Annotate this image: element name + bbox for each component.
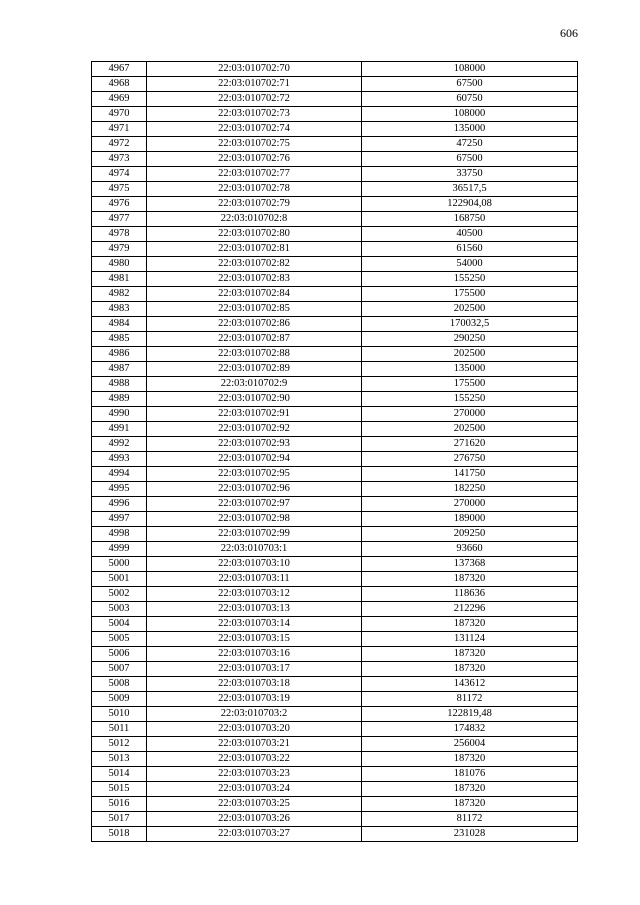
table-row	[92, 392, 578, 407]
row-number-cell: 4975	[92, 182, 147, 197]
cadastral-number-cell: 22:03:010702:73	[147, 107, 362, 122]
row-number-cell: 5007	[92, 662, 147, 677]
row-number-cell: 4992	[92, 437, 147, 452]
value-cell: 256004	[362, 737, 578, 752]
cadastral-number-cell: 22:03:010703:16	[147, 647, 362, 662]
value-cell: 202500	[362, 347, 578, 362]
row-number-cell: 4971	[92, 122, 147, 137]
table-row	[92, 692, 578, 707]
table-row	[92, 587, 578, 602]
table-row	[92, 437, 578, 452]
table-row	[92, 827, 578, 842]
row-number-cell: 4993	[92, 452, 147, 467]
cadastral-number-cell: 22:03:010702:9	[147, 377, 362, 392]
cadastral-number-cell: 22:03:010702:71	[147, 77, 362, 92]
row-number-cell: 4998	[92, 527, 147, 542]
cadastral-number-cell: 22:03:010702:94	[147, 452, 362, 467]
value-cell: 182250	[362, 482, 578, 497]
value-cell: 93660	[362, 542, 578, 557]
table-row	[92, 662, 578, 677]
row-number-cell: 4968	[92, 77, 147, 92]
row-number-cell: 4969	[92, 92, 147, 107]
value-cell: 187320	[362, 752, 578, 767]
row-number-cell: 4989	[92, 392, 147, 407]
value-cell: 175500	[362, 377, 578, 392]
row-number-cell: 4996	[92, 497, 147, 512]
value-cell: 40500	[362, 227, 578, 242]
cadastral-number-cell: 22:03:010702:72	[147, 92, 362, 107]
table-row	[92, 197, 578, 212]
cadastral-number-cell: 22:03:010702:84	[147, 287, 362, 302]
value-cell: 122819,48	[362, 707, 578, 722]
table-row	[92, 257, 578, 272]
table-row	[92, 812, 578, 827]
row-number-cell: 4979	[92, 242, 147, 257]
row-number-cell: 4994	[92, 467, 147, 482]
row-number-cell: 5015	[92, 782, 147, 797]
value-cell: 60750	[362, 92, 578, 107]
cadastral-number-cell: 22:03:010703:18	[147, 677, 362, 692]
cadastral-number-cell: 22:03:010703:15	[147, 632, 362, 647]
row-number-cell: 4978	[92, 227, 147, 242]
value-cell: 209250	[362, 527, 578, 542]
table-row	[92, 272, 578, 287]
table-row	[92, 452, 578, 467]
value-cell: 47250	[362, 137, 578, 152]
row-number-cell: 4987	[92, 362, 147, 377]
row-number-cell: 4974	[92, 167, 147, 182]
value-cell: 155250	[362, 272, 578, 287]
row-number-cell: 4991	[92, 422, 147, 437]
value-cell: 118636	[362, 587, 578, 602]
table-row	[92, 77, 578, 92]
table-row	[92, 647, 578, 662]
row-number-cell: 4973	[92, 152, 147, 167]
row-number-cell: 4983	[92, 302, 147, 317]
table-row	[92, 467, 578, 482]
table-row	[92, 677, 578, 692]
cadastral-number-cell: 22:03:010703:26	[147, 812, 362, 827]
value-cell: 290250	[362, 332, 578, 347]
table-row	[92, 527, 578, 542]
cadastral-number-cell: 22:03:010703:27	[147, 827, 362, 842]
table-row	[92, 767, 578, 782]
value-cell: 187320	[362, 572, 578, 587]
cadastral-number-cell: 22:03:010702:85	[147, 302, 362, 317]
row-number-cell: 4976	[92, 197, 147, 212]
cadastral-number-cell: 22:03:010702:89	[147, 362, 362, 377]
cadastral-number-cell: 22:03:010702:98	[147, 512, 362, 527]
value-cell: 108000	[362, 62, 578, 77]
value-cell: 175500	[362, 287, 578, 302]
row-number-cell: 5018	[92, 827, 147, 842]
cadastral-number-cell: 22:03:010703:13	[147, 602, 362, 617]
row-number-cell: 4967	[92, 62, 147, 77]
row-number-cell: 4977	[92, 212, 147, 227]
value-cell: 141750	[362, 467, 578, 482]
value-cell: 135000	[362, 362, 578, 377]
value-cell: 170032,5	[362, 317, 578, 332]
table-row	[92, 497, 578, 512]
value-cell: 143612	[362, 677, 578, 692]
table-row	[92, 482, 578, 497]
value-cell: 181076	[362, 767, 578, 782]
cadastral-number-cell: 22:03:010703:21	[147, 737, 362, 752]
value-cell: 33750	[362, 167, 578, 182]
table-row	[92, 737, 578, 752]
value-cell: 270000	[362, 497, 578, 512]
row-number-cell: 4997	[92, 512, 147, 527]
row-number-cell: 5010	[92, 707, 147, 722]
row-number-cell: 5004	[92, 617, 147, 632]
table-row	[92, 107, 578, 122]
table-row	[92, 62, 578, 77]
table-row	[92, 317, 578, 332]
table-row	[92, 152, 578, 167]
value-cell: 81172	[362, 812, 578, 827]
table-row	[92, 572, 578, 587]
cadastral-number-cell: 22:03:010703:24	[147, 782, 362, 797]
row-number-cell: 5002	[92, 587, 147, 602]
value-cell: 36517,5	[362, 182, 578, 197]
value-cell: 231028	[362, 827, 578, 842]
row-number-cell: 4999	[92, 542, 147, 557]
cadastral-number-cell: 22:03:010703:11	[147, 572, 362, 587]
row-number-cell: 5013	[92, 752, 147, 767]
table-row	[92, 422, 578, 437]
table-row	[92, 602, 578, 617]
row-number-cell: 4985	[92, 332, 147, 347]
value-cell: 81172	[362, 692, 578, 707]
cadastral-number-cell: 22:03:010703:25	[147, 797, 362, 812]
row-number-cell: 5008	[92, 677, 147, 692]
cadastral-number-cell: 22:03:010703:17	[147, 662, 362, 677]
row-number-cell: 4970	[92, 107, 147, 122]
table-row	[92, 782, 578, 797]
value-cell: 212296	[362, 602, 578, 617]
table-row	[92, 347, 578, 362]
cadastral-number-cell: 22:03:010702:93	[147, 437, 362, 452]
table-row	[92, 752, 578, 767]
table-row	[92, 542, 578, 557]
row-number-cell: 5011	[92, 722, 147, 737]
value-cell: 270000	[362, 407, 578, 422]
cadastral-number-cell: 22:03:010703:12	[147, 587, 362, 602]
value-cell: 155250	[362, 392, 578, 407]
cadastral-number-cell: 22:03:010702:83	[147, 272, 362, 287]
table-row	[92, 182, 578, 197]
cadastral-number-cell: 22:03:010703:10	[147, 557, 362, 572]
value-cell: 67500	[362, 152, 578, 167]
cadastral-number-cell: 22:03:010702:86	[147, 317, 362, 332]
cadastral-number-cell: 22:03:010702:74	[147, 122, 362, 137]
cadastral-number-cell: 22:03:010702:77	[147, 167, 362, 182]
row-number-cell: 4984	[92, 317, 147, 332]
value-cell: 122904,08	[362, 197, 578, 212]
table-row	[92, 722, 578, 737]
table-row	[92, 122, 578, 137]
table-row	[92, 212, 578, 227]
row-number-cell: 4982	[92, 287, 147, 302]
row-number-cell: 5009	[92, 692, 147, 707]
table-row	[92, 167, 578, 182]
row-number-cell: 4972	[92, 137, 147, 152]
value-cell: 189000	[362, 512, 578, 527]
table-row	[92, 227, 578, 242]
cadastral-number-cell: 22:03:010702:70	[147, 62, 362, 77]
table-row	[92, 242, 578, 257]
table-row	[92, 557, 578, 572]
table-row	[92, 92, 578, 107]
cadastral-number-cell: 22:03:010703:23	[147, 767, 362, 782]
row-number-cell: 5003	[92, 602, 147, 617]
value-cell: 61560	[362, 242, 578, 257]
row-number-cell: 5017	[92, 812, 147, 827]
value-cell: 131124	[362, 632, 578, 647]
row-number-cell: 4988	[92, 377, 147, 392]
value-cell: 187320	[362, 647, 578, 662]
cadastral-number-cell: 22:03:010702:80	[147, 227, 362, 242]
cadastral-number-cell: 22:03:010702:81	[147, 242, 362, 257]
cadastral-number-cell: 22:03:010702:88	[147, 347, 362, 362]
row-number-cell: 4990	[92, 407, 147, 422]
page-number: 606	[560, 26, 578, 40]
table-row	[92, 302, 578, 317]
cadastral-number-cell: 22:03:010702:82	[147, 257, 362, 272]
cadastral-number-cell: 22:03:010702:75	[147, 137, 362, 152]
row-number-cell: 5001	[92, 572, 147, 587]
row-number-cell: 5012	[92, 737, 147, 752]
table-row	[92, 377, 578, 392]
row-number-cell: 4986	[92, 347, 147, 362]
row-number-cell: 5000	[92, 557, 147, 572]
cadastral-number-cell: 22:03:010703:22	[147, 752, 362, 767]
table-row	[92, 137, 578, 152]
table-row	[92, 632, 578, 647]
cadastral-table	[91, 61, 578, 842]
value-cell: 202500	[362, 422, 578, 437]
value-cell: 67500	[362, 77, 578, 92]
cadastral-number-cell: 22:03:010702:91	[147, 407, 362, 422]
cadastral-number-cell: 22:03:010703:1	[147, 542, 362, 557]
value-cell: 187320	[362, 617, 578, 632]
value-cell: 271620	[362, 437, 578, 452]
table-row	[92, 362, 578, 377]
value-cell: 202500	[362, 302, 578, 317]
cadastral-number-cell: 22:03:010702:8	[147, 212, 362, 227]
cadastral-number-cell: 22:03:010702:95	[147, 467, 362, 482]
value-cell: 174832	[362, 722, 578, 737]
cadastral-number-cell: 22:03:010702:78	[147, 182, 362, 197]
table-row	[92, 407, 578, 422]
row-number-cell: 5006	[92, 647, 147, 662]
cadastral-number-cell: 22:03:010702:76	[147, 152, 362, 167]
cadastral-number-cell: 22:03:010702:99	[147, 527, 362, 542]
table-row	[92, 287, 578, 302]
table-row	[92, 512, 578, 527]
cadastral-number-cell: 22:03:010702:90	[147, 392, 362, 407]
cadastral-number-cell: 22:03:010703:20	[147, 722, 362, 737]
table-body	[92, 62, 578, 842]
row-number-cell: 5016	[92, 797, 147, 812]
cadastral-number-cell: 22:03:010702:92	[147, 422, 362, 437]
table-row	[92, 707, 578, 722]
value-cell: 187320	[362, 662, 578, 677]
cadastral-number-cell: 22:03:010703:14	[147, 617, 362, 632]
value-cell: 54000	[362, 257, 578, 272]
table-row	[92, 617, 578, 632]
value-cell: 187320	[362, 782, 578, 797]
row-number-cell: 4980	[92, 257, 147, 272]
table-row	[92, 797, 578, 812]
value-cell: 137368	[362, 557, 578, 572]
value-cell: 276750	[362, 452, 578, 467]
cadastral-number-cell: 22:03:010702:96	[147, 482, 362, 497]
value-cell: 108000	[362, 107, 578, 122]
row-number-cell: 5005	[92, 632, 147, 647]
value-cell: 168750	[362, 212, 578, 227]
cadastral-number-cell: 22:03:010702:79	[147, 197, 362, 212]
cadastral-number-cell: 22:03:010703:19	[147, 692, 362, 707]
cadastral-number-cell: 22:03:010702:97	[147, 497, 362, 512]
value-cell: 187320	[362, 797, 578, 812]
row-number-cell: 5014	[92, 767, 147, 782]
row-number-cell: 4995	[92, 482, 147, 497]
table-row	[92, 332, 578, 347]
cadastral-number-cell: 22:03:010703:2	[147, 707, 362, 722]
row-number-cell: 4981	[92, 272, 147, 287]
value-cell: 135000	[362, 122, 578, 137]
cadastral-number-cell: 22:03:010702:87	[147, 332, 362, 347]
